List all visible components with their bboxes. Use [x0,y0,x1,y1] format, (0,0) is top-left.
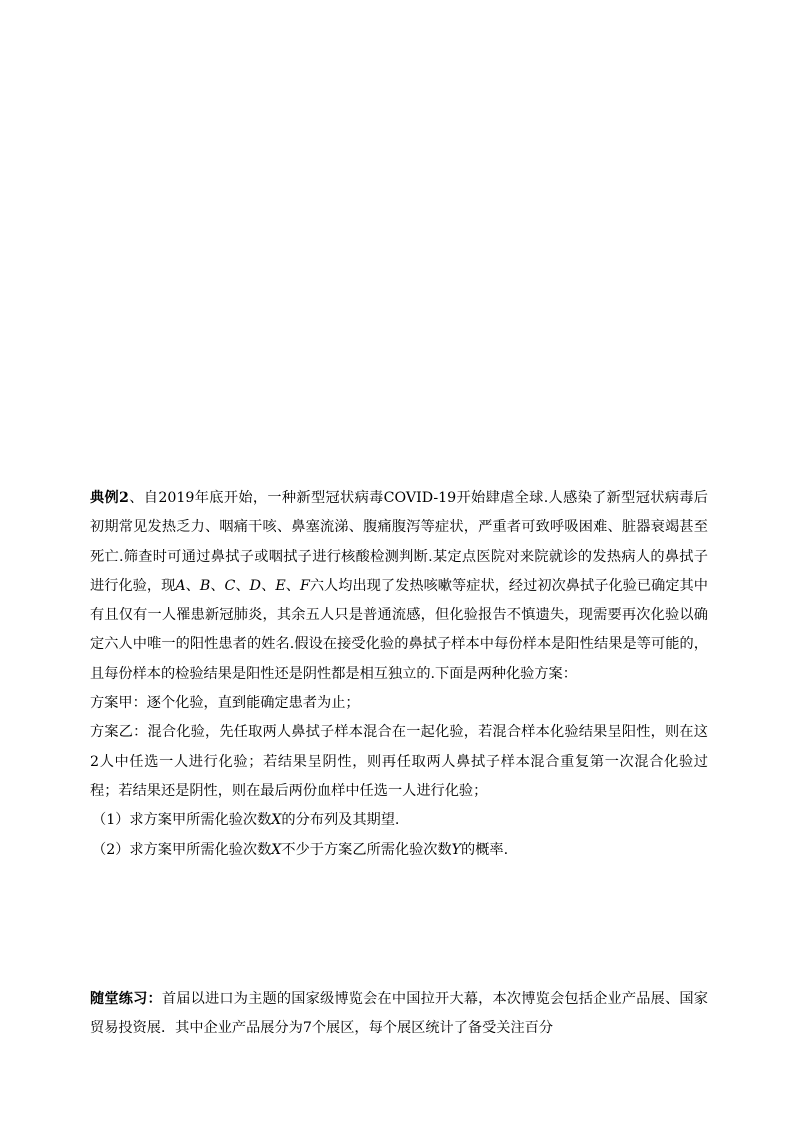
example-2-problem [90,484,708,689]
variable-x: X [271,812,282,829]
variable-x: X [271,841,282,858]
person-e: E [275,577,286,594]
person-a: A [175,577,186,594]
plan-a: 方案甲：逐个化验，直到能确定患者为止； [90,695,360,712]
example-2-intro-a: 、自2019年底开始，一种新型冠状病毒COVID-19开始肆虐全球.人感染了新型冠状病毒后初期常见发热乏力、咽痛干咳、鼻塞流涕、腹痛腹泻等症状，严重者可致呼吸困难、脏器衰竭甚至死亡.筛查时可通过鼻拭子或咽拭子进行核酸检测判断.某定点医院对来院就诊的发热病人的鼻拭子进行化验，现 [90,490,708,594]
question-2-text-a: （2）求方案甲所需化验次数 [92,841,272,858]
question-1 [90,806,708,835]
plan-b: 方案乙：混合化验，先任取两人鼻拭子样本混合在一起化验，若混合样本化验结果呈阳性，则在这2人中任选一人进行化验；若结果呈阴性，则再任取两人鼻拭子样本混合重复第一次混合化验过程；若结果还是阴性，则在最后两份血样中任选一人进行化验； [90,724,708,799]
question-1-text-b: 的分布列及其期望. [281,812,400,829]
exercise-text: 首届以进口为主题的国家级博览会在中国拉开大幕，本次博览会包括企业产品展、国家贸易投资展．其中企业产品展分为7个展区，每个展区统计了备受关注百分 [90,991,708,1037]
variable-y: Y [451,841,462,858]
exercise-problem [90,985,708,1044]
person-f: F [299,577,310,594]
separator: 、 [235,577,250,594]
question-2-text-c: 的概率. [461,841,509,858]
exercise-label: 随堂练习： [90,991,162,1007]
question-1-text-a: （1）求方案甲所需化验次数 [92,812,272,829]
person-d: D [249,577,262,594]
separator: 、 [210,577,225,594]
separator: 、 [185,577,200,594]
example-2-intro-b: 六人均出现了发热咳嗽等症状，经过初次鼻拭子化验已确定其中有且仅有一人罹患新冠肺炎，其余五人只是普通流感，但化验报告不慎遗失，现需要再次化验以确定六人中唯一的阳性患者的姓名.假设在接受化验的鼻拭子样本中每份样本是阳性结果是等可能的，且每份样本的检验结果是阳性还是阴性都是相互独立的.下面是两种化验方案： [90,577,708,682]
question-2-text-b: 不少于方案乙所需化验次数 [281,841,452,858]
example-2-block [90,484,708,865]
separator: 、 [285,577,300,594]
person-c: C [224,577,236,594]
question-2 [90,836,708,865]
person-b: B [199,577,211,594]
exercise-block [90,985,708,1044]
separator: 、 [261,577,276,594]
example-2-label: 典例2 [90,490,129,506]
